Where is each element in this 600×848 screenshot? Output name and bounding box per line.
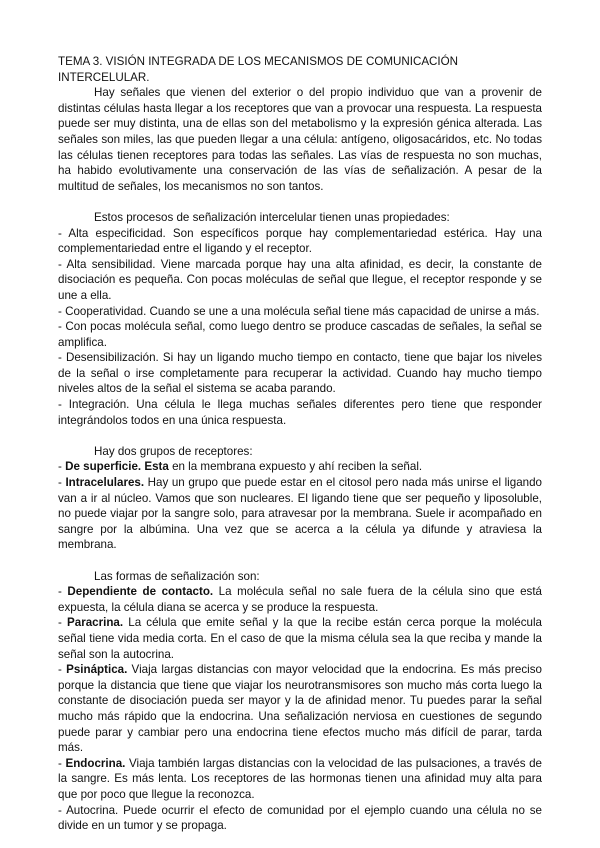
intro-paragraph: Hay señales que vienen del exterior o del propio individuo que van a provenir de distintas células hasta llegar a los receptores que van a provocar una respuesta. La respuesta puede ser muy distinta, una de ellas son del metabolismo y la expresión génica alterada. Las señales son miles, las que pueden llegar a una célula: antígeno, oligosacáridos, etc. No todas las células tienen receptores para todas las señales. Las vías de respuesta no son muchas, ha habido evolutivamente una conservación de las vías de señalización. A pesar de la multitud de señales, los mecanismos no son tantos.	[58, 86, 542, 193]
signaling-term: Psináptica.	[66, 663, 128, 677]
receptor-term: De superficie. Esta	[65, 460, 169, 474]
signaling-term: Dependiente de contacto.	[67, 585, 214, 599]
signaling-item: - Autocrina. Puede ocurrir el efecto de comunidad por el ejemplo cuando una célula no se divide en un tumor y se propaga.	[58, 803, 542, 833]
property-item: - Cooperatividad. Cuando se une a una molécula señal tiene más capacidad de unirse a más.	[58, 304, 540, 318]
signaling-term: Endocrina.	[65, 756, 126, 770]
signaling-item: - Paracrina. La célula que emite señal y la que la recibe están cerca porque la molécula señal tiene vida media corta. En el caso de que la misma célula sea la que reciba y mande la señal son la autocrina.	[58, 616, 542, 661]
signaling-item: - Psináptica. Viaja largas distancias con mayor velocidad que la endocrina. Es más preciso porque la distancia que tiene que viajar los neurotransmisores son mucho más corta luego la constante de disociación pueda ser mayor y la de afinidad menor. Tu puedes parar la señal mucho más rápido que la endocrina. Una señalización nerviosa en cuestiones de segundo puede parar y cambiar pero una endocrina tiene efectos mucho más difícil de parar, tarda más.	[58, 663, 542, 755]
property-item: - Alta especificidad. Son específicos porque hay complementariedad estérica. Hay una complementariedad entre el ligando y el receptor.	[58, 226, 542, 256]
spacer	[58, 194, 542, 210]
receptor-item: - Intracelulares. Hay un grupo que puede estar en el citosol pero nada más unirse el ligando van a ir al núcleo. Vamos que son nucleares. El ligando tiene que ser pequeño y liposoluble, no puede viajar por la sangre solo, para atravesar por la membrana. Suele ir acompañado en sangre por la albúmina. Una vez que se acerca a la célula ya difunde y atraviesa la membrana.	[58, 476, 542, 552]
signaling-item: - Endocrina. Viaja también largas distancias con la velocidad de las pulsaciones, a través de la sangre. Es más lenta. Los receptores de las hormonas tienen una afinidad muy alta para que por poco que llegue la reconozca.	[58, 756, 542, 801]
receptor-item: - De superficie. Esta en la membrana expuesto y ahí reciben la señal.	[58, 460, 423, 474]
receptors-intro: Hay dos grupos de receptores:	[94, 444, 253, 458]
signaling-item: - Dependiente de contacto. La molécula señal no sale fuera de la célula sino que está expuesta, la célula diana se acerca y se produce la respuesta.	[58, 585, 542, 614]
property-item: - Integración. Una célula le llega muchas señales diferentes pero tiene que responder integrándolos todos en una única respuesta.	[58, 398, 542, 427]
property-item: - Con pocas molécula señal, como luego dentro se produce cascadas de señales, la señal se amplifica.	[58, 320, 542, 349]
receptor-term: Intracelulares.	[65, 476, 145, 490]
signaling-intro: Las formas de señalización son:	[94, 569, 260, 583]
properties-intro: Estos procesos de señalización intercelular tienen unas propiedades:	[94, 210, 450, 224]
spacer	[58, 428, 542, 444]
spacer	[58, 553, 542, 569]
property-item: - Alta sensibilidad. Viene marcada porque hay una alta afinidad, es decir, la constante de disociación es pequeña. Con pocas moléculas de señal que llegue, el receptor responde y se une a ella.	[58, 257, 542, 302]
signaling-term: Paracrina.	[67, 616, 124, 630]
property-item: - Desensibilización. Si hay un ligando mucho tiempo en contacto, tiene que bajar los niveles de la señal o irse completamente para recuperar la actividad. Cuando hay mucho tiempo niveles altos de la señal el sistema se acaba parando.	[58, 351, 542, 396]
document-title: TEMA 3. VISIÓN INTEGRADA DE LOS MECANISMOS DE COMUNICACIÓN INTERCELULAR.	[58, 55, 459, 84]
